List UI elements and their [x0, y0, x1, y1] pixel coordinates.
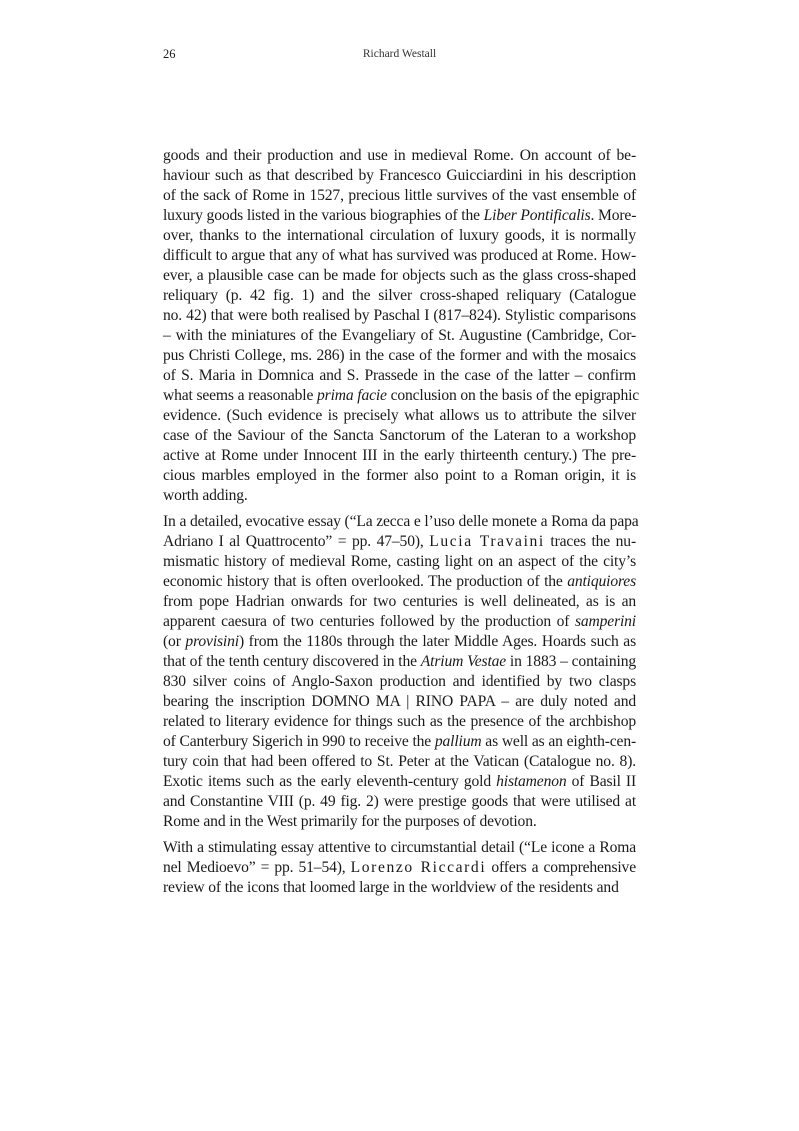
text-line: that of the tenth century discovered in the Atrium Vestae in 1883 – containing — [163, 653, 636, 670]
text-line: reliquary (p. 42 fig. 1) and the silver cross-shaped reliquary (Catalogue — [163, 287, 636, 304]
text-line: evidence. (Such evidence is precisely what allows us to attribute the silver — [163, 407, 636, 424]
italic-term: Atrium Vestae — [420, 653, 507, 670]
text-line: and Constantine VIII (p. 49 fig. 2) were prestige goods that were utilised at — [163, 793, 636, 810]
text-line: In a detailed, evocative essay (“La zecca e l’uso delle monete a Roma da papa — [163, 513, 639, 530]
text-line: related to literary evidence for things such as the presence of the archbishop — [163, 713, 636, 730]
italic-term: prima facie — [317, 387, 387, 404]
text-line: Adriano I al Quattrocento” = pp. 47–50), Lucia Travaini traces the nu- — [163, 533, 636, 550]
text-line: difficult to argue that any of what has survived was produced at Rome. How- — [163, 247, 636, 264]
author-name: Lucia Travaini — [429, 533, 545, 550]
text-line: nel Medioevo” = pp. 51–54), Lorenzo Riccardi offers a comprehensive — [163, 859, 636, 876]
text-line: from pope Hadrian onwards for two centuries is well delineated, as is an — [163, 593, 636, 610]
italic-term: provisini — [185, 633, 239, 650]
text-line: cious marbles employed in the former also point to a Roman origin, it is — [163, 467, 636, 484]
text-line: ever, a plausible case can be made for objects such as the glass cross-shaped — [163, 267, 636, 284]
body-text — [163, 146, 640, 904]
text-line: goods and their production and use in medieval Rome. On account of be- — [163, 147, 636, 164]
page-number: 26 — [163, 47, 176, 61]
text-line: worth adding. — [163, 487, 248, 504]
text-line: mismatic history of medieval Rome, casting light on an aspect of the city’s — [163, 553, 636, 570]
text-line: luxury goods listed in the various biographies of the Liber Pontificalis. More- — [163, 207, 637, 224]
text-line: pus Christi College, ms. 286) in the case of the former and with the mosaics — [163, 347, 636, 364]
italic-term: Liber Pontificalis — [483, 207, 591, 224]
text-line: economic history that is often overlooked. The production of the antiquiores — [163, 573, 636, 590]
text-line: what seems a reasonable prima facie conclusion on the basis of the epigraphic — [163, 387, 640, 404]
text-line: no. 42) that were both realised by Paschal I (817–824). Stylistic comparisons — [163, 307, 636, 324]
text-line: of the sack of Rome in 1527, precious little survives of the vast ensemble of — [163, 187, 636, 204]
paragraph-intro-reliquaries — [163, 146, 640, 506]
text-line: bearing the inscription DOMNO MA | RINO PAPA – are duly noted and — [163, 693, 636, 710]
running-title: Richard Westall — [362, 48, 437, 60]
text-line: Rome and in the West primarily for the purposes of devotion. — [163, 813, 537, 830]
text-line: (or provisini) from the 1180s through the later Middle Ages. Hoards such as — [163, 633, 636, 650]
paragraph-travaini-numismatics — [163, 512, 639, 832]
text-line: With a stimulating essay attentive to circumstantial detail (“Le icone a Roma — [163, 839, 636, 856]
text-line: Exotic items such as the early eleventh-century gold histamenon of Basil II — [163, 773, 637, 790]
text-line: haviour such as that described by Francesco Guicciardini in his description — [163, 167, 636, 184]
italic-term: histamenon — [496, 773, 567, 790]
text-line: apparent caesura of two centuries followed by the production of samperini — [163, 613, 636, 630]
text-line: tury coin that had been offered to St. Peter at the Vatican (Catalogue no. 8). — [163, 753, 636, 770]
text-line: 830 silver coins of Anglo-Saxon production and identified by two clasps — [163, 673, 636, 690]
italic-term: samperini — [574, 613, 636, 630]
running-head — [163, 47, 636, 67]
paragraph-riccardi-icons — [163, 838, 636, 898]
text-line: case of the Saviour of the Sancta Sanctorum of the Lateran to a workshop — [163, 427, 636, 444]
text-line: active at Rome under Innocent III in the early thirteenth century.) The pre- — [163, 447, 636, 464]
text-line: review of the icons that loomed large in the worldview of the residents and — [163, 879, 619, 896]
text-line: over, thanks to the international circulation of luxury goods, it is normally — [163, 227, 636, 244]
author-name: Lorenzo Riccardi — [350, 859, 487, 876]
italic-term: antiquiores — [567, 573, 636, 590]
text-line: of Canterbury Sigerich in 990 to receive the pallium as well as an eighth-cen- — [163, 733, 637, 750]
text-line: of S. Maria in Domnica and S. Prassede in the case of the latter – confirm — [163, 367, 636, 384]
italic-term: pallium — [434, 733, 482, 750]
text-line: – with the miniatures of the Evangeliary of St. Augustine (Cambridge, Cor- — [163, 327, 636, 344]
